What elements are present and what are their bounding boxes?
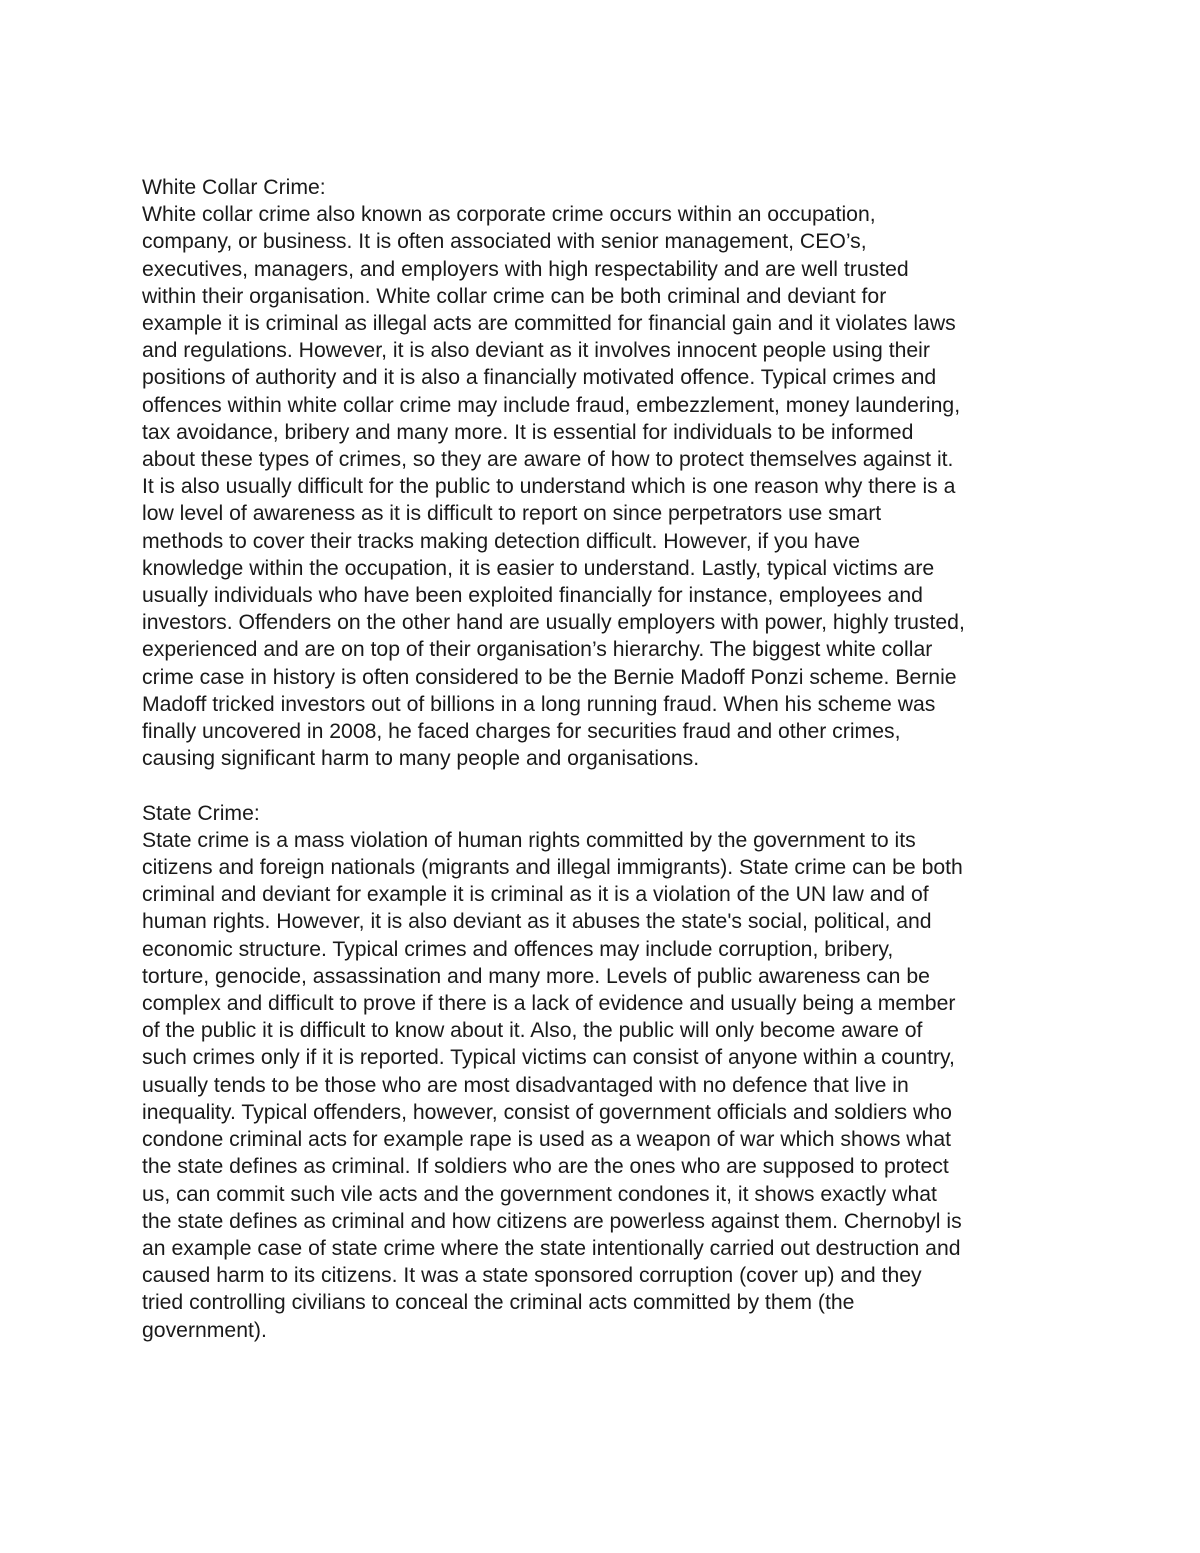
paragraph-line: government). [142,1318,267,1342]
paragraph-line: us, can commit such vile acts and the government condones it, it shows exactly what [142,1182,937,1206]
paragraph-line: example it is criminal as illegal acts are committed for financial gain and it violates laws [142,312,956,336]
paragraph-line: complex and difficult to prove if there is a lack of evidence and usually being a member [142,992,956,1016]
paragraph-line: criminal and deviant for example it is criminal as it is a violation of the UN law and of [142,883,929,907]
paragraph-line: tried controlling civilians to conceal the criminal acts committed by them (the [142,1291,855,1315]
paragraph-line: executives, managers, and employers with high respectability and are well trusted [142,257,909,281]
paragraph-line: methods to cover their tracks making detection difficult. However, if you have [142,529,860,553]
paragraph-line: usually tends to be those who are most disadvantaged with no defence that live in [142,1073,909,1097]
paragraph-line: finally uncovered in 2008, he faced charges for securities fraud and other crimes, [142,720,901,744]
paragraph-line: inequality. Typical offenders, however, consist of government officials and soldiers who [142,1100,952,1124]
paragraph-line: offences within white collar crime may include fraud, embezzlement, money laundering, [142,393,961,417]
paragraph-line: company, or business. It is often associated with senior management, CEO’s, [142,230,867,254]
paragraph-line: experienced and are on top of their organisation’s hierarchy. The biggest white collar [142,638,933,662]
paragraph-line: tax avoidance, bribery and many more. It is essential for individuals to be informed [142,420,914,444]
section-white-collar-crime [142,174,1067,772]
section-spacer [142,772,1067,799]
section-heading: White Collar Crime: [142,176,326,199]
paragraph-line: State crime is a mass violation of human rights committed by the government to its [142,828,916,852]
paragraph-line: such crimes only if it is reported. Typical victims can consist of anyone within a country, [142,1046,955,1070]
paragraph-line: and regulations. However, it is also deviant as it involves innocent people using their [142,339,930,363]
paragraph-line: torture, genocide, assassination and many more. Levels of public awareness can be [142,964,930,988]
paragraph-line: investors. Offenders on the other hand are usually employers with power, highly trusted, [142,611,965,635]
document-body [142,174,1067,1344]
paragraph-line: crime case in history is often considered to be the Bernie Madoff Ponzi scheme. Bernie [142,665,957,689]
paragraph-line: an example case of state crime where the state intentionally carried out destruction and [142,1236,961,1260]
paragraph-line: the state defines as criminal and how citizens are powerless against them. Chernobyl is [142,1209,962,1233]
section-state-crime [142,800,1067,1344]
paragraph-line: condone criminal acts for example rape is used as a weapon of war which shows what [142,1128,952,1152]
section-paragraph [142,201,1067,772]
paragraph-line: causing significant harm to many people and organisations. [142,747,700,771]
paragraph-line: the state defines as criminal. If soldiers who are the ones who are supposed to protect [142,1155,949,1179]
paragraph-line: within their organisation. White collar crime can be both criminal and deviant for [142,284,887,308]
paragraph-line: caused harm to its citizens. It was a state sponsored corruption (cover up) and they [142,1264,922,1288]
paragraph-line: knowledge within the occupation, it is easier to understand. Lastly, typical victims are [142,556,935,580]
paragraph-line: of the public it is difficult to know about it. Also, the public will only become aware of [142,1019,923,1043]
section-heading: State Crime: [142,801,260,825]
paragraph-line: positions of authority and it is also a financially motivated offence. Typical crimes and [142,366,937,390]
paragraph-line: White collar crime also known as corporate crime occurs within an occupation, [142,203,876,227]
paragraph-line: economic structure. Typical crimes and offences may include corruption, bribery, [142,937,894,961]
paragraph-line: low level of awareness as it is difficult to report on since perpetrators use smart [142,502,882,526]
section-paragraph [142,827,1067,1344]
paragraph-line: It is also usually difficult for the public to understand which is one reason why there is a [142,475,956,499]
paragraph-line: Madoff tricked investors out of billions in a long running fraud. When his scheme was [142,692,936,716]
paragraph-line: usually individuals who have been exploited financially for instance, employees and [142,584,923,608]
paragraph-line: human rights. However, it is also deviant as it abuses the state's social, political, and [142,910,932,934]
paragraph-line: citizens and foreign nationals (migrants and illegal immigrants). State crime can be both [142,856,963,880]
paragraph-line: about these types of crimes, so they are aware of how to protect themselves against it. [142,448,954,472]
